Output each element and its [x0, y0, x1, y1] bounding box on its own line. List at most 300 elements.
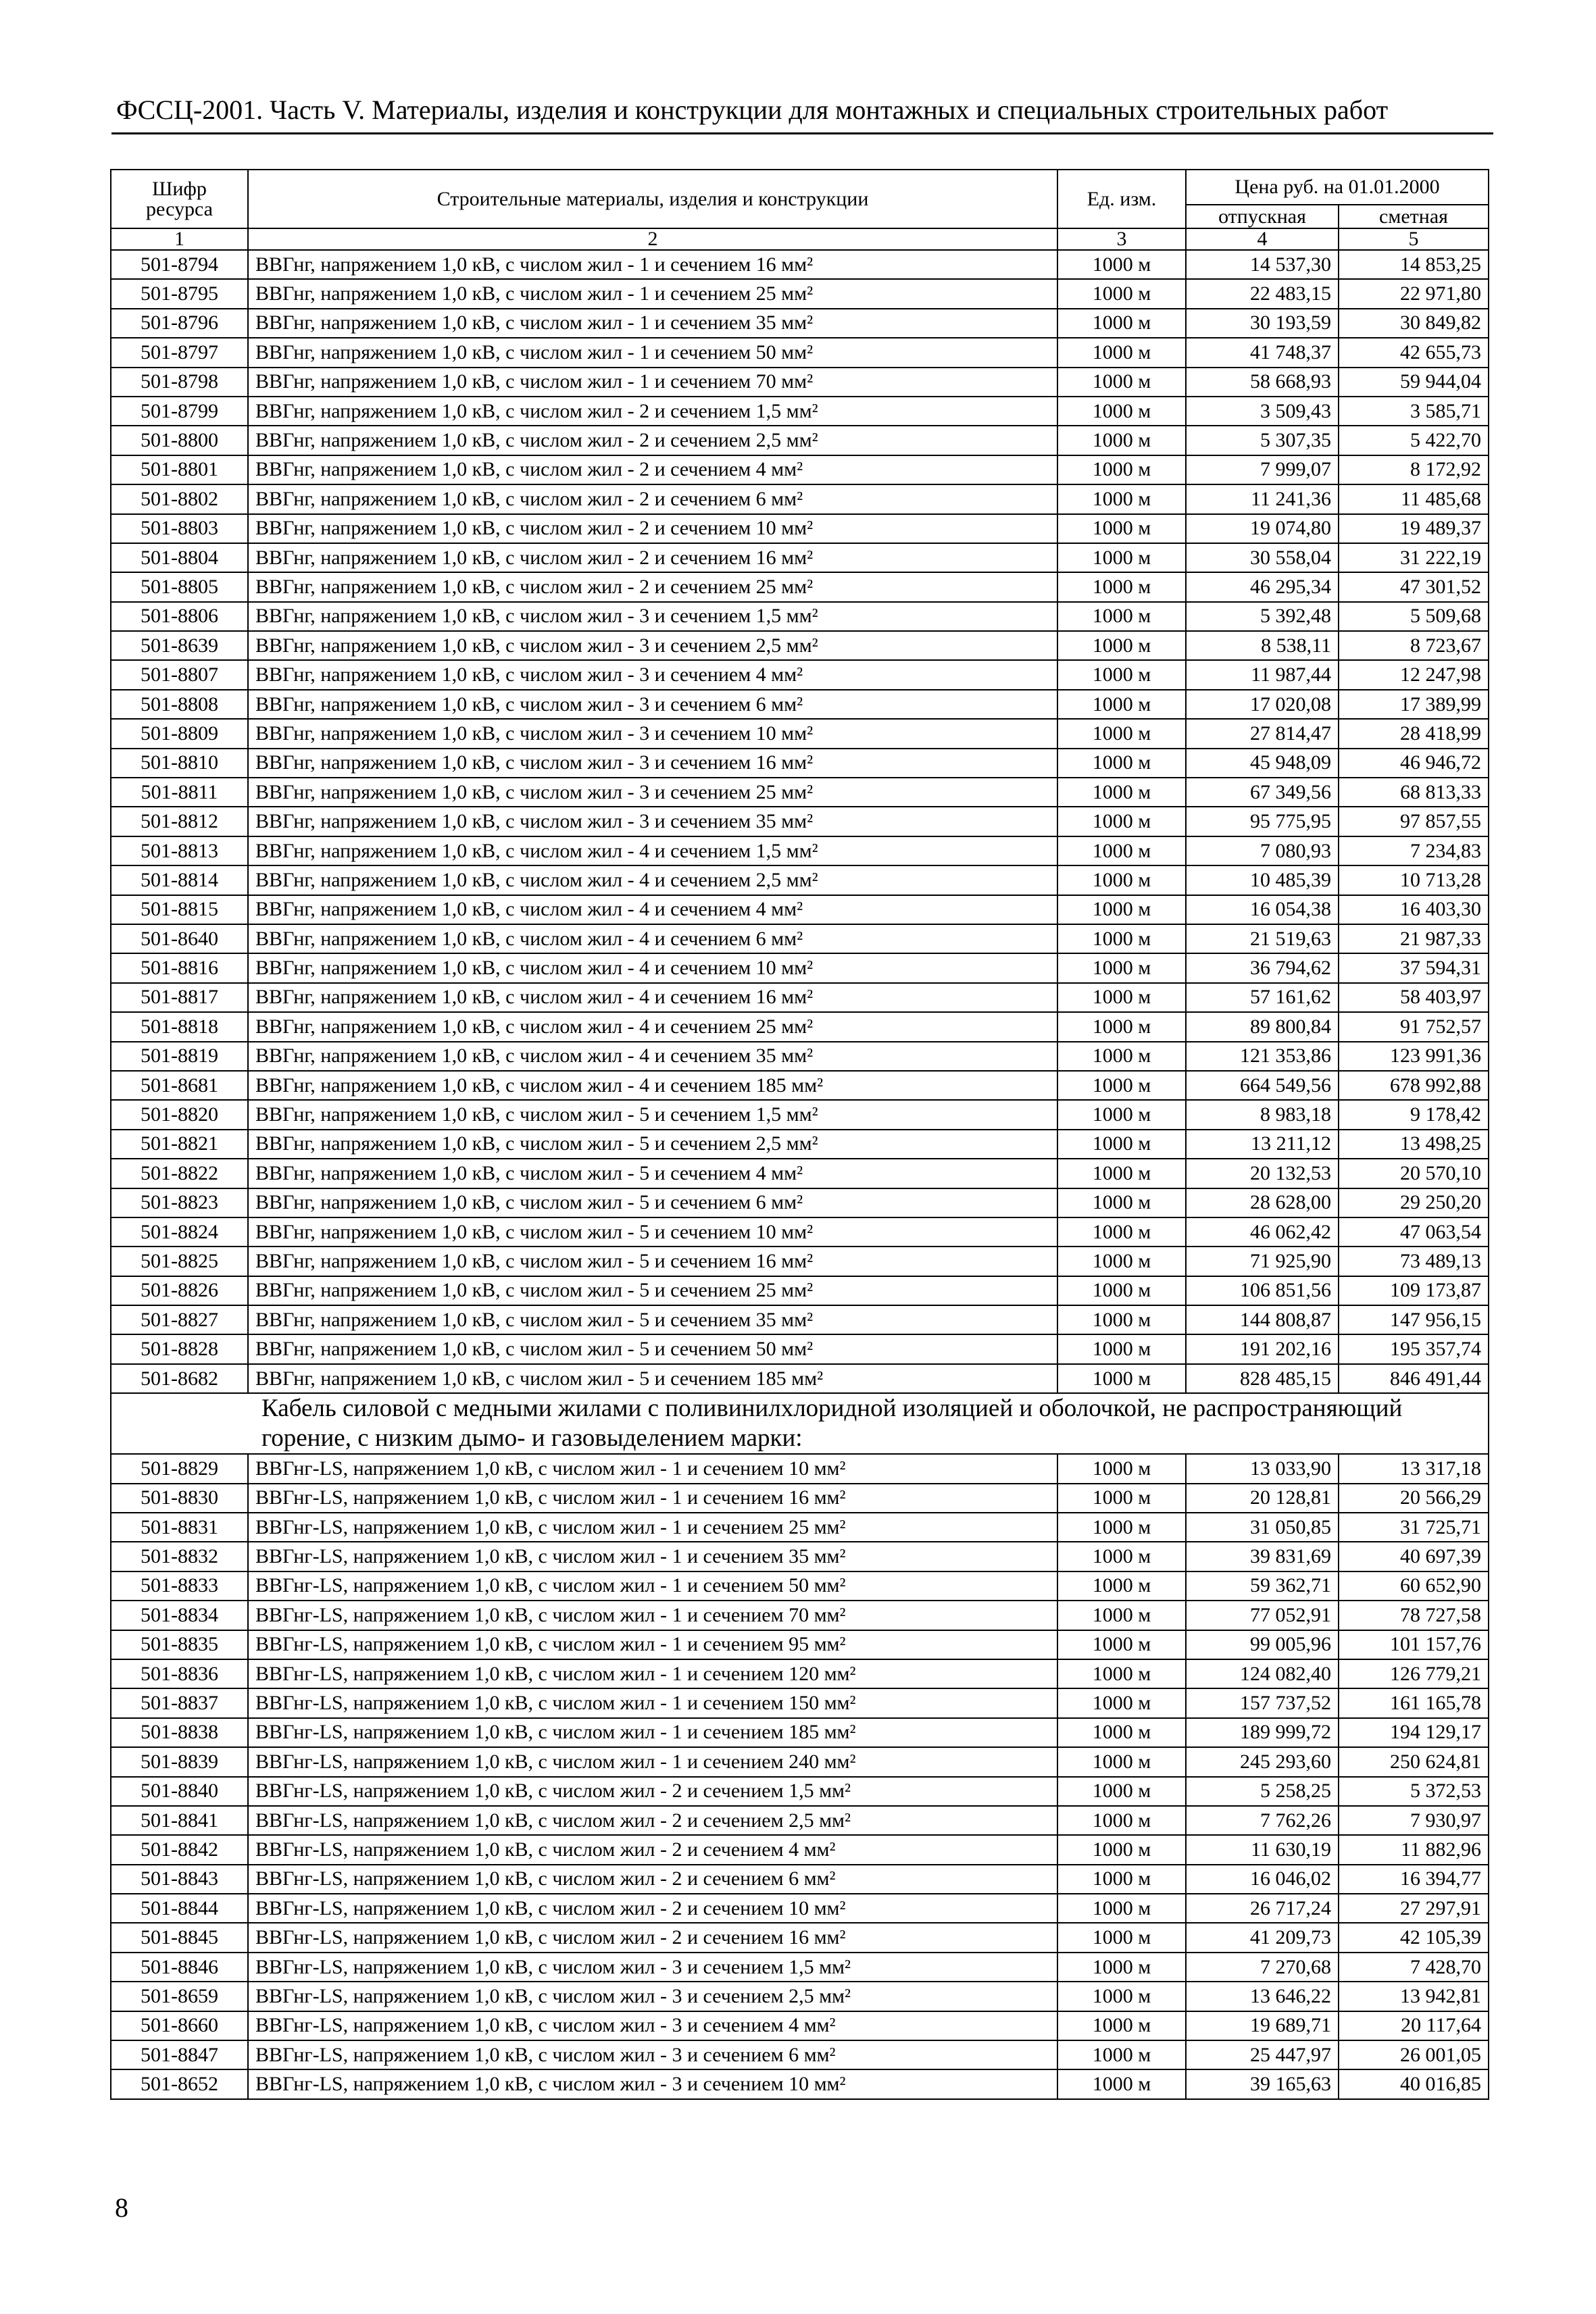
cell-unit: 1000 м	[1057, 719, 1186, 748]
cell-code: 501-8805	[111, 572, 248, 601]
cell-estimate-price: 678 992,88	[1339, 1071, 1489, 1100]
price-table-body-group2	[111, 1454, 1489, 2099]
table-row	[111, 1571, 1489, 1601]
cell-name: ВВГнг, напряжением 1,0 кВ, с числом жил - 5 и сечением 2,5 мм²	[248, 1130, 1057, 1159]
cell-release-price: 30 558,04	[1186, 543, 1339, 572]
cell-release-price: 8 983,18	[1186, 1100, 1339, 1129]
cell-estimate-price: 31 222,19	[1339, 543, 1489, 572]
cell-estimate-price: 29 250,20	[1339, 1188, 1489, 1217]
cell-estimate-price: 78 727,58	[1339, 1601, 1489, 1630]
cell-code: 501-8807	[111, 660, 248, 689]
cell-release-price: 27 814,47	[1186, 719, 1339, 748]
cell-code: 501-8814	[111, 865, 248, 895]
cell-name: ВВГнг, напряжением 1,0 кВ, с числом жил - 4 и сечением 6 мм²	[248, 924, 1057, 953]
table-row	[111, 1718, 1489, 1747]
cell-estimate-price: 10 713,28	[1339, 865, 1489, 895]
cell-name: ВВГнг, напряжением 1,0 кВ, с числом жил - 5 и сечением 25 мм²	[248, 1276, 1057, 1305]
cell-estimate-price: 16 403,30	[1339, 895, 1489, 924]
cell-name: ВВГнг-LS, напряжением 1,0 кВ, с числом жил - 2 и сечением 16 мм²	[248, 1923, 1057, 1952]
cell-estimate-price: 17 389,99	[1339, 690, 1489, 719]
cell-unit: 1000 м	[1057, 514, 1186, 543]
cell-unit: 1000 м	[1057, 1923, 1186, 1952]
table-row	[111, 865, 1489, 895]
page-number: 8	[115, 2192, 128, 2223]
cell-unit: 1000 м	[1057, 1747, 1186, 1776]
cell-unit: 1000 м	[1057, 1571, 1186, 1601]
cell-name: ВВГнг, напряжением 1,0 кВ, с числом жил - 4 и сечением 2,5 мм²	[248, 865, 1057, 895]
cell-unit: 1000 м	[1057, 953, 1186, 982]
column-number: 1	[111, 228, 248, 250]
cell-unit: 1000 м	[1057, 1688, 1186, 1717]
cell-release-price: 5 258,25	[1186, 1777, 1339, 1806]
cell-unit: 1000 м	[1057, 602, 1186, 631]
cell-estimate-price: 13 942,81	[1339, 1982, 1489, 2011]
table-row	[111, 484, 1489, 513]
cell-estimate-price: 195 357,74	[1339, 1334, 1489, 1363]
cell-name: ВВГнг, напряжением 1,0 кВ, с числом жил - 4 и сечением 1,5 мм²	[248, 836, 1057, 865]
cell-name: ВВГнг-LS, напряжением 1,0 кВ, с числом жил - 3 и сечением 10 мм²	[248, 2069, 1057, 2098]
cell-code: 501-8841	[111, 1806, 248, 1835]
cell-release-price: 46 062,42	[1186, 1217, 1339, 1247]
cell-release-price: 664 549,56	[1186, 1071, 1339, 1100]
table-row	[111, 2069, 1489, 2098]
cell-release-price: 14 537,30	[1186, 250, 1339, 279]
cell-code: 501-8799	[111, 397, 248, 426]
cell-unit: 1000 м	[1057, 1130, 1186, 1159]
cell-release-price: 21 519,63	[1186, 924, 1339, 953]
cell-unit: 1000 м	[1057, 1159, 1186, 1188]
cell-release-price: 20 128,81	[1186, 1484, 1339, 1513]
cell-release-price: 26 717,24	[1186, 1894, 1339, 1923]
cell-unit: 1000 м	[1057, 1042, 1186, 1071]
cell-code: 501-8808	[111, 690, 248, 719]
table-row	[111, 895, 1489, 924]
cell-unit: 1000 м	[1057, 1806, 1186, 1835]
cell-release-price: 8 538,11	[1186, 631, 1339, 660]
table-row	[111, 1806, 1489, 1835]
cell-estimate-price: 22 971,80	[1339, 279, 1489, 308]
table-row	[111, 2011, 1489, 2040]
cell-release-price: 157 737,52	[1186, 1688, 1339, 1717]
cell-code: 501-8826	[111, 1276, 248, 1305]
cell-unit: 1000 м	[1057, 1484, 1186, 1513]
cell-release-price: 25 447,97	[1186, 2040, 1339, 2069]
cell-estimate-price: 46 946,72	[1339, 749, 1489, 778]
cell-release-price: 77 052,91	[1186, 1601, 1339, 1630]
cell-name: ВВГнг-LS, напряжением 1,0 кВ, с числом жил - 2 и сечением 10 мм²	[248, 1894, 1057, 1923]
cell-estimate-price: 5 372,53	[1339, 1777, 1489, 1806]
cell-name: ВВГнг, напряжением 1,0 кВ, с числом жил - 2 и сечением 25 мм²	[248, 572, 1057, 601]
cell-unit: 1000 м	[1057, 309, 1186, 338]
cell-code: 501-8639	[111, 631, 248, 660]
table-row	[111, 719, 1489, 748]
cell-estimate-price: 123 991,36	[1339, 1042, 1489, 1071]
cell-unit: 1000 м	[1057, 1542, 1186, 1571]
cell-unit: 1000 м	[1057, 2069, 1186, 2098]
cell-unit: 1000 м	[1057, 1601, 1186, 1630]
cell-release-price: 95 775,95	[1186, 807, 1339, 836]
cell-release-price: 121 353,86	[1186, 1042, 1339, 1071]
cell-name: ВВГнг-LS, напряжением 1,0 кВ, с числом жил - 2 и сечением 1,5 мм²	[248, 1777, 1057, 1806]
cell-name: ВВГнг, напряжением 1,0 кВ, с числом жил - 4 и сечением 25 мм²	[248, 1012, 1057, 1041]
cell-release-price: 13 211,12	[1186, 1130, 1339, 1159]
cell-code: 501-8830	[111, 1484, 248, 1513]
cell-name: ВВГнг, напряжением 1,0 кВ, с числом жил - 4 и сечением 10 мм²	[248, 953, 1057, 982]
cell-unit: 1000 м	[1057, 895, 1186, 924]
cell-unit: 1000 м	[1057, 1777, 1186, 1806]
cell-unit: 1000 м	[1057, 660, 1186, 689]
cell-unit: 1000 м	[1057, 1982, 1186, 2011]
cell-code: 501-8815	[111, 895, 248, 924]
cell-code: 501-8820	[111, 1100, 248, 1129]
cell-estimate-price: 11 882,96	[1339, 1835, 1489, 1864]
cell-estimate-price: 126 779,21	[1339, 1659, 1489, 1688]
cell-code: 501-8652	[111, 2069, 248, 2098]
cell-release-price: 5 392,48	[1186, 602, 1339, 631]
cell-estimate-price: 30 849,82	[1339, 309, 1489, 338]
cell-name: ВВГнг, напряжением 1,0 кВ, с числом жил - 1 и сечением 35 мм²	[248, 309, 1057, 338]
cell-estimate-price: 37 594,31	[1339, 953, 1489, 982]
cell-release-price: 19 074,80	[1186, 514, 1339, 543]
cell-unit: 1000 м	[1057, 1071, 1186, 1100]
cell-estimate-price: 109 173,87	[1339, 1276, 1489, 1305]
cell-release-price: 67 349,56	[1186, 778, 1339, 807]
cell-release-price: 45 948,09	[1186, 749, 1339, 778]
table-row	[111, 660, 1489, 689]
cell-code: 501-8833	[111, 1571, 248, 1601]
cell-unit: 1000 м	[1057, 1334, 1186, 1363]
cell-release-price: 99 005,96	[1186, 1630, 1339, 1659]
cell-unit: 1000 м	[1057, 2011, 1186, 2040]
cell-unit: 1000 м	[1057, 1894, 1186, 1923]
cell-name: ВВГнг-LS, напряжением 1,0 кВ, с числом жил - 1 и сечением 35 мм²	[248, 1542, 1057, 1571]
cell-name: ВВГнг-LS, напряжением 1,0 кВ, с числом жил - 1 и сечением 150 мм²	[248, 1688, 1057, 1717]
table-row	[111, 924, 1489, 953]
cell-release-price: 5 307,35	[1186, 426, 1339, 455]
table-row	[111, 1454, 1489, 1483]
table-row	[111, 1630, 1489, 1659]
cell-name: ВВГнг, напряжением 1,0 кВ, с числом жил - 1 и сечением 70 мм²	[248, 368, 1057, 397]
cell-unit: 1000 м	[1057, 631, 1186, 660]
cell-release-price: 30 193,59	[1186, 309, 1339, 338]
cell-release-price: 11 630,19	[1186, 1835, 1339, 1864]
cell-code: 501-8800	[111, 426, 248, 455]
cell-code: 501-8846	[111, 1953, 248, 1982]
cell-name: ВВГнг-LS, напряжением 1,0 кВ, с числом жил - 1 и сечением 50 мм²	[248, 1571, 1057, 1601]
cell-name: ВВГнг, напряжением 1,0 кВ, с числом жил - 3 и сечением 25 мм²	[248, 778, 1057, 807]
cell-code: 501-8834	[111, 1601, 248, 1630]
cell-code: 501-8682	[111, 1364, 248, 1393]
cell-code: 501-8836	[111, 1659, 248, 1688]
cell-name: ВВГнг-LS, напряжением 1,0 кВ, с числом жил - 1 и сечением 185 мм²	[248, 1718, 1057, 1747]
cell-estimate-price: 11 485,68	[1339, 484, 1489, 513]
cell-release-price: 28 628,00	[1186, 1188, 1339, 1217]
cell-name: ВВГнг, напряжением 1,0 кВ, с числом жил - 2 и сечением 4 мм²	[248, 455, 1057, 484]
cell-code: 501-8795	[111, 279, 248, 308]
cell-name: ВВГнг, напряжением 1,0 кВ, с числом жил - 4 и сечением 4 мм²	[248, 895, 1057, 924]
table-row	[111, 749, 1489, 778]
cell-release-price: 11 987,44	[1186, 660, 1339, 689]
cell-code: 501-8804	[111, 543, 248, 572]
price-table-section	[111, 1393, 1489, 1454]
cell-release-price: 106 851,56	[1186, 1276, 1339, 1305]
cell-estimate-price: 147 956,15	[1339, 1305, 1489, 1334]
cell-name: ВВГнг-LS, напряжением 1,0 кВ, с числом жил - 2 и сечением 4 мм²	[248, 1835, 1057, 1864]
cell-name: ВВГнг, напряжением 1,0 кВ, с числом жил - 3 и сечением 10 мм²	[248, 719, 1057, 748]
cell-name: ВВГнг, напряжением 1,0 кВ, с числом жил - 5 и сечением 16 мм²	[248, 1247, 1057, 1276]
cell-estimate-price: 13 317,18	[1339, 1454, 1489, 1483]
table-row	[111, 1894, 1489, 1923]
cell-estimate-price: 91 752,57	[1339, 1012, 1489, 1041]
cell-release-price: 13 033,90	[1186, 1454, 1339, 1483]
cell-code: 501-8796	[111, 309, 248, 338]
cell-name: ВВГнг, напряжением 1,0 кВ, с числом жил - 5 и сечением 1,5 мм²	[248, 1100, 1057, 1129]
cell-code: 501-8819	[111, 1042, 248, 1071]
table-row	[111, 279, 1489, 308]
cell-estimate-price: 97 857,55	[1339, 807, 1489, 836]
cell-estimate-price: 3 585,71	[1339, 397, 1489, 426]
column-header-name: Строительные материалы, изделия и конструкции	[248, 170, 1057, 228]
cell-code: 501-8837	[111, 1688, 248, 1717]
cell-unit: 1000 м	[1057, 2040, 1186, 2069]
cell-code: 501-8812	[111, 807, 248, 836]
cell-code: 501-8802	[111, 484, 248, 513]
cell-estimate-price: 250 624,81	[1339, 1747, 1489, 1776]
cell-name: ВВГнг-LS, напряжением 1,0 кВ, с числом жил - 2 и сечением 6 мм²	[248, 1865, 1057, 1894]
table-row	[111, 836, 1489, 865]
cell-release-price: 13 646,22	[1186, 1982, 1339, 2011]
table-row	[111, 1188, 1489, 1217]
cell-estimate-price: 101 157,76	[1339, 1630, 1489, 1659]
table-row	[111, 1334, 1489, 1363]
cell-name: ВВГнг, напряжением 1,0 кВ, с числом жил - 5 и сечением 4 мм²	[248, 1159, 1057, 1188]
column-number: 5	[1339, 228, 1489, 250]
cell-code: 501-8835	[111, 1630, 248, 1659]
cell-code: 501-8797	[111, 338, 248, 367]
cell-estimate-price: 7 234,83	[1339, 836, 1489, 865]
cell-release-price: 124 082,40	[1186, 1659, 1339, 1688]
table-row	[111, 1659, 1489, 1688]
cell-estimate-price: 9 178,42	[1339, 1100, 1489, 1129]
cell-code: 501-8823	[111, 1188, 248, 1217]
cell-name: ВВГнг-LS, напряжением 1,0 кВ, с числом жил - 3 и сечением 2,5 мм²	[248, 1982, 1057, 2011]
cell-unit: 1000 м	[1057, 1217, 1186, 1247]
cell-release-price: 7 999,07	[1186, 455, 1339, 484]
cell-release-price: 20 132,53	[1186, 1159, 1339, 1188]
table-row	[111, 690, 1489, 719]
table-row	[111, 1688, 1489, 1717]
cell-code: 501-8640	[111, 924, 248, 953]
cell-estimate-price: 161 165,78	[1339, 1688, 1489, 1717]
table-row	[111, 1364, 1489, 1393]
cell-estimate-price: 5 422,70	[1339, 426, 1489, 455]
cell-release-price: 7 270,68	[1186, 1953, 1339, 1982]
cell-unit: 1000 м	[1057, 865, 1186, 895]
cell-code: 501-8803	[111, 514, 248, 543]
table-row	[111, 2040, 1489, 2069]
cell-release-price: 41 209,73	[1186, 1923, 1339, 1952]
cell-estimate-price: 42 105,39	[1339, 1923, 1489, 1952]
cell-code: 501-8840	[111, 1777, 248, 1806]
cell-code: 501-8811	[111, 778, 248, 807]
cell-name: ВВГнг, напряжением 1,0 кВ, с числом жил - 5 и сечением 50 мм²	[248, 1334, 1057, 1363]
cell-name: ВВГнг, напряжением 1,0 кВ, с числом жил - 3 и сечением 2,5 мм²	[248, 631, 1057, 660]
cell-name: ВВГнг, напряжением 1,0 кВ, с числом жил - 2 и сечением 10 мм²	[248, 514, 1057, 543]
cell-name: ВВГнг, напряжением 1,0 кВ, с числом жил - 2 и сечением 2,5 мм²	[248, 426, 1057, 455]
cell-release-price: 71 925,90	[1186, 1247, 1339, 1276]
cell-code: 501-8827	[111, 1305, 248, 1334]
cell-estimate-price: 20 117,64	[1339, 2011, 1489, 2040]
cell-estimate-price: 26 001,05	[1339, 2040, 1489, 2069]
cell-name: ВВГнг, напряжением 1,0 кВ, с числом жил - 5 и сечением 35 мм²	[248, 1305, 1057, 1334]
cell-code: 501-8659	[111, 1982, 248, 2011]
table-row	[111, 1217, 1489, 1247]
cell-name: ВВГнг, напряжением 1,0 кВ, с числом жил - 2 и сечением 1,5 мм²	[248, 397, 1057, 426]
cell-name: ВВГнг-LS, напряжением 1,0 кВ, с числом жил - 1 и сечением 240 мм²	[248, 1747, 1057, 1776]
cell-estimate-price: 14 853,25	[1339, 250, 1489, 279]
cell-estimate-price: 31 725,71	[1339, 1513, 1489, 1542]
cell-estimate-price: 40 016,85	[1339, 2069, 1489, 2098]
cell-name: ВВГнг-LS, напряжением 1,0 кВ, с числом жил - 3 и сечением 6 мм²	[248, 2040, 1057, 2069]
cell-release-price: 16 046,02	[1186, 1865, 1339, 1894]
column-number: 3	[1057, 228, 1186, 250]
cell-release-price: 19 689,71	[1186, 2011, 1339, 2040]
cell-release-price: 189 999,72	[1186, 1718, 1339, 1747]
table-row	[111, 1042, 1489, 1071]
cell-code: 501-8798	[111, 368, 248, 397]
table-row	[111, 631, 1489, 660]
cell-unit: 1000 м	[1057, 397, 1186, 426]
column-number: 4	[1186, 228, 1339, 250]
section-row	[111, 1393, 1489, 1454]
cell-unit: 1000 м	[1057, 1012, 1186, 1041]
cell-name: ВВГнг-LS, напряжением 1,0 кВ, с числом жил - 1 и сечением 25 мм²	[248, 1513, 1057, 1542]
table-row	[111, 983, 1489, 1012]
cell-name: ВВГнг, напряжением 1,0 кВ, с числом жил - 4 и сечением 35 мм²	[248, 1042, 1057, 1071]
cell-release-price: 46 295,34	[1186, 572, 1339, 601]
cell-code: 501-8813	[111, 836, 248, 865]
table-row	[111, 1601, 1489, 1630]
cell-code: 501-8810	[111, 749, 248, 778]
cell-unit: 1000 м	[1057, 1454, 1186, 1483]
cell-code: 501-8842	[111, 1835, 248, 1864]
cell-estimate-price: 8 172,92	[1339, 455, 1489, 484]
cell-unit: 1000 м	[1057, 484, 1186, 513]
cell-name: ВВГнг-LS, напряжением 1,0 кВ, с числом жил - 1 и сечением 10 мм²	[248, 1454, 1057, 1483]
table-row	[111, 1513, 1489, 1542]
table-row	[111, 1982, 1489, 2011]
cell-code: 501-8809	[111, 719, 248, 748]
column-number-row	[111, 228, 1489, 250]
cell-estimate-price: 16 394,77	[1339, 1865, 1489, 1894]
cell-unit: 1000 м	[1057, 778, 1186, 807]
table-row	[111, 1100, 1489, 1129]
cell-release-price: 828 485,15	[1186, 1364, 1339, 1393]
cell-estimate-price: 73 489,13	[1339, 1247, 1489, 1276]
cell-code: 501-8818	[111, 1012, 248, 1041]
cell-unit: 1000 м	[1057, 1188, 1186, 1217]
cell-estimate-price: 40 697,39	[1339, 1542, 1489, 1571]
table-row	[111, 397, 1489, 426]
table-row	[111, 368, 1489, 397]
cell-estimate-price: 13 498,25	[1339, 1130, 1489, 1159]
cell-name: ВВГнг, напряжением 1,0 кВ, с числом жил - 1 и сечением 16 мм²	[248, 250, 1057, 279]
cell-unit: 1000 м	[1057, 250, 1186, 279]
cell-release-price: 17 020,08	[1186, 690, 1339, 719]
cell-estimate-price: 28 418,99	[1339, 719, 1489, 748]
page-header-title: ФССЦ-2001. Часть V. Материалы, изделия и конструкции для монтажных и специальных строительных работ	[116, 95, 1389, 125]
cell-name: ВВГнг, напряжением 1,0 кВ, с числом жил - 5 и сечением 10 мм²	[248, 1217, 1057, 1247]
cell-release-price: 36 794,62	[1186, 953, 1339, 982]
cell-release-price: 22 483,15	[1186, 279, 1339, 308]
table-row	[111, 455, 1489, 484]
cell-unit: 1000 м	[1057, 1364, 1186, 1393]
column-header-code: Шифр ресурса	[111, 170, 248, 228]
table-row	[111, 1484, 1489, 1513]
cell-estimate-price: 20 570,10	[1339, 1159, 1489, 1188]
cell-unit: 1000 м	[1057, 1718, 1186, 1747]
cell-name: ВВГнг, напряжением 1,0 кВ, с числом жил - 3 и сечением 4 мм²	[248, 660, 1057, 689]
table-row	[111, 1865, 1489, 1894]
cell-estimate-price: 7 428,70	[1339, 1953, 1489, 1982]
table-row	[111, 338, 1489, 367]
cell-unit: 1000 м	[1057, 836, 1186, 865]
cell-name: ВВГнг, напряжением 1,0 кВ, с числом жил - 2 и сечением 16 мм²	[248, 543, 1057, 572]
cell-unit: 1000 м	[1057, 807, 1186, 836]
cell-estimate-price: 58 403,97	[1339, 983, 1489, 1012]
cell-name: ВВГнг, напряжением 1,0 кВ, с числом жил - 3 и сечением 6 мм²	[248, 690, 1057, 719]
cell-code: 501-8847	[111, 2040, 248, 2069]
cell-release-price: 11 241,36	[1186, 484, 1339, 513]
table-row	[111, 426, 1489, 455]
table-row	[111, 807, 1489, 836]
cell-estimate-price: 5 509,68	[1339, 602, 1489, 631]
cell-release-price: 7 080,93	[1186, 836, 1339, 865]
cell-code: 501-8794	[111, 250, 248, 279]
cell-unit: 1000 м	[1057, 1835, 1186, 1864]
cell-name: ВВГнг-LS, напряжением 1,0 кВ, с числом жил - 1 и сечением 16 мм²	[248, 1484, 1057, 1513]
cell-code: 501-8824	[111, 1217, 248, 1247]
header-divider	[111, 132, 1493, 134]
cell-release-price: 16 054,38	[1186, 895, 1339, 924]
table-row	[111, 602, 1489, 631]
cell-code: 501-8845	[111, 1923, 248, 1952]
cell-release-price: 58 668,93	[1186, 368, 1339, 397]
cell-release-price: 31 050,85	[1186, 1513, 1339, 1542]
cell-estimate-price: 8 723,67	[1339, 631, 1489, 660]
cell-name: ВВГнг, напряжением 1,0 кВ, с числом жил - 3 и сечением 16 мм²	[248, 749, 1057, 778]
cell-name: ВВГнг, напряжением 1,0 кВ, с числом жил - 4 и сечением 185 мм²	[248, 1071, 1057, 1100]
table-row	[111, 1777, 1489, 1806]
cell-estimate-price: 846 491,44	[1339, 1364, 1489, 1393]
cell-estimate-price: 60 652,90	[1339, 1571, 1489, 1601]
table-row	[111, 1247, 1489, 1276]
cell-name: ВВГнг-LS, напряжением 1,0 кВ, с числом жил - 1 и сечением 120 мм²	[248, 1659, 1057, 1688]
price-table-header	[111, 170, 1489, 250]
column-header-price-group: Цена руб. на 01.01.2000	[1186, 170, 1489, 205]
cell-estimate-price: 194 129,17	[1339, 1718, 1489, 1747]
table-row	[111, 1953, 1489, 1982]
cell-estimate-price: 47 301,52	[1339, 572, 1489, 601]
cell-name: ВВГнг-LS, напряжением 1,0 кВ, с числом жил - 3 и сечением 1,5 мм²	[248, 1953, 1057, 1982]
table-row	[111, 953, 1489, 982]
table-row	[111, 1923, 1489, 1952]
cell-release-price: 245 293,60	[1186, 1747, 1339, 1776]
cell-estimate-price: 21 987,33	[1339, 924, 1489, 953]
column-number: 2	[248, 228, 1057, 250]
cell-code: 501-8660	[111, 2011, 248, 2040]
cell-estimate-price: 20 566,29	[1339, 1484, 1489, 1513]
